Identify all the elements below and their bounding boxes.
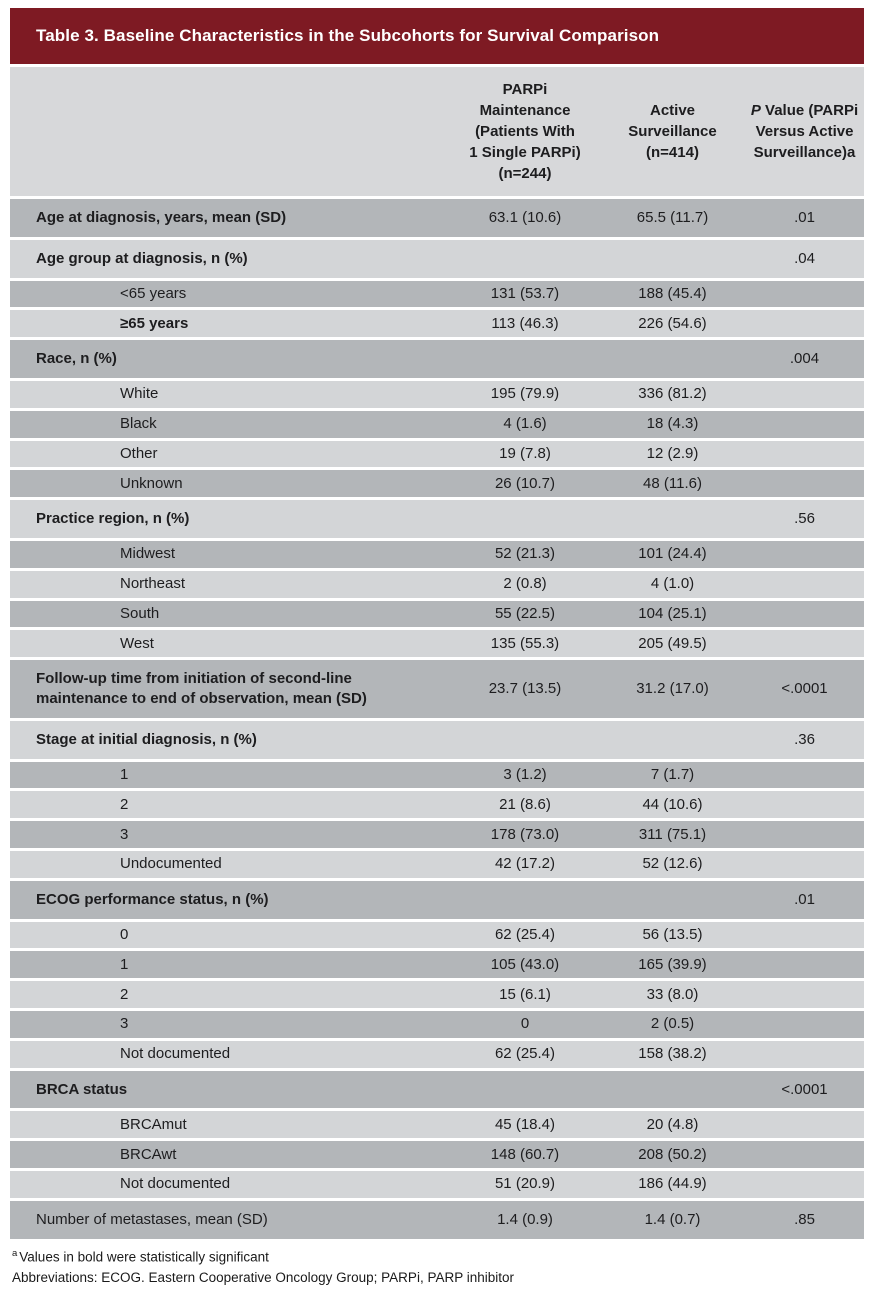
parpi-value: 178 (73.0) [490, 825, 560, 843]
p-value: .85 [794, 1210, 815, 1228]
parpi-value: 52 (21.3) [494, 545, 556, 563]
active-surveillance-value: 1.4 (0.7) [644, 1210, 701, 1228]
row-label: Race, n (%) [36, 350, 117, 368]
active-surveillance-value: 336 (81.2) [638, 385, 707, 403]
table-header-row [10, 67, 864, 196]
p-value: .04 [794, 249, 815, 267]
header-active-column [600, 100, 745, 163]
header-pvalue-label [748, 100, 862, 163]
footnote-marker: a [12, 1247, 18, 1259]
active-surveillance-value: 44 (10.6) [642, 795, 703, 813]
table-row [10, 601, 864, 628]
header-parpi-label: PARPi Maintenance (Patients With 1 Single PARPi) (n=244) [469, 81, 581, 182]
parpi-value: 4 (1.6) [503, 415, 547, 433]
active-surveillance-value: 18 (4.3) [646, 415, 699, 433]
table-row [10, 240, 864, 278]
pvalue-label-rest: Value (PARPi Versus Active Surveillance)a [753, 102, 859, 161]
row-label: BRCA status [36, 1080, 128, 1098]
table-row [10, 721, 864, 759]
row-label: Northeast [120, 575, 186, 593]
p-value: <.0001 [781, 680, 828, 698]
parpi-value: 26 (10.7) [494, 474, 556, 492]
parpi-value: 62 (25.4) [494, 926, 556, 944]
table-row [10, 310, 864, 337]
row-label: Other [120, 445, 158, 463]
active-surveillance-value: 12 (2.9) [646, 445, 699, 463]
parpi-value: 51 (20.9) [494, 1175, 556, 1193]
row-label: ECOG performance status, n (%) [36, 890, 269, 908]
parpi-value: 63.1 (10.6) [488, 209, 562, 226]
row-label: 3 [120, 825, 129, 843]
table-row [10, 411, 864, 438]
row-label: Midwest [120, 545, 176, 563]
parpi-value: 55 (22.5) [494, 605, 556, 623]
row-label: Follow-up time from initiation of second-line maintenance to end of observation, mean (SD) [36, 670, 367, 707]
row-label: Not documented [120, 1175, 231, 1193]
p-value: .01 [794, 890, 815, 908]
table-row [10, 1041, 864, 1068]
active-surveillance-value: 31.2 (17.0) [636, 680, 709, 698]
parpi-value: 42 (17.2) [494, 855, 556, 873]
table-row [10, 881, 864, 919]
parpi-value: 2 (0.8) [503, 575, 547, 593]
table-row [10, 821, 864, 848]
active-surveillance-value: 7 (1.7) [650, 766, 695, 784]
row-label: Not documented [120, 1045, 231, 1063]
row-label: Number of metastases, mean (SD) [36, 1210, 268, 1228]
row-label: Undocumented [120, 855, 222, 873]
table-row [10, 470, 864, 497]
header-active-label: Active Surveillance (n=414) [628, 102, 717, 161]
parpi-value: 195 (79.9) [490, 385, 560, 403]
parpi-value: 105 (43.0) [490, 955, 560, 973]
footnote-significance [12, 1247, 864, 1268]
table-row [10, 281, 864, 308]
active-surveillance-value: 205 (49.5) [638, 634, 707, 652]
p-value: .56 [794, 510, 815, 528]
table-row [10, 1171, 864, 1198]
table-row [10, 541, 864, 568]
row-label: ≥65 years [120, 314, 189, 332]
p-value: .004 [789, 350, 820, 368]
row-label: West [120, 634, 154, 652]
row-label: 2 [120, 795, 129, 813]
active-surveillance-value: 2 (0.5) [650, 1015, 695, 1033]
active-surveillance-value: 52 (12.6) [642, 855, 703, 873]
active-surveillance-value: 158 (38.2) [638, 1045, 707, 1063]
active-surveillance-value: 186 (44.9) [638, 1175, 707, 1193]
row-label: BRCAwt [120, 1145, 177, 1163]
table-row [10, 1201, 864, 1239]
table-row [10, 922, 864, 949]
active-surveillance-value: 101 (24.4) [638, 545, 707, 563]
parpi-value: 0 [520, 1015, 530, 1033]
active-surveillance-value: 208 (50.2) [638, 1145, 707, 1163]
table-row [10, 500, 864, 538]
row-label: 1 [120, 955, 129, 973]
header-parpi-column [450, 79, 600, 184]
table-row [10, 791, 864, 818]
table-footnotes [10, 1247, 864, 1289]
parpi-value: 113 (46.3) [491, 314, 559, 332]
row-label: Age at diagnosis, years, mean (SD) [36, 209, 287, 226]
row-label: South [120, 605, 160, 623]
row-label: White [120, 385, 159, 403]
footnote-significance-text: Values in bold were statistically significant [19, 1249, 269, 1264]
p-value: .36 [794, 730, 815, 748]
table-row [10, 571, 864, 598]
header-pvalue-column [745, 100, 864, 163]
parpi-value: 19 (7.8) [499, 445, 551, 463]
parpi-value: 135 (55.3) [490, 634, 560, 652]
parpi-value: 45 (18.4) [494, 1115, 556, 1133]
parpi-value: 3 (1.2) [503, 766, 547, 784]
parpi-value: 131 (53.7) [490, 285, 560, 303]
active-surveillance-value: 188 (45.4) [638, 285, 707, 303]
table-row [10, 381, 864, 408]
table-row [10, 441, 864, 468]
table-row [10, 1111, 864, 1138]
active-surveillance-value: 33 (8.0) [646, 985, 699, 1003]
footnote-abbreviations: Abbreviations: ECOG. Eastern Cooperative Oncology Group; PARPi, PARP inhibitor [12, 1269, 514, 1285]
table-body [10, 199, 864, 1239]
table-title: Table 3. Baseline Characteristics in the Subcohorts for Survival Comparison [36, 26, 660, 45]
parpi-value: 62 (25.4) [494, 1045, 556, 1063]
row-label: 1 [120, 766, 129, 784]
active-surveillance-value: 56 (13.5) [642, 926, 703, 944]
table-title-bar [10, 8, 864, 64]
parpi-value: 15 (6.1) [499, 985, 551, 1003]
row-label: Practice region, n (%) [36, 510, 190, 528]
table-row [10, 1071, 864, 1109]
table-row [10, 199, 864, 237]
parpi-value: 23.7 (13.5) [488, 680, 562, 698]
active-surveillance-value: 48 (11.6) [643, 474, 702, 492]
row-label: 2 [120, 985, 129, 1003]
active-surveillance-value: 104 (25.1) [638, 605, 707, 623]
row-label: BRCAmut [120, 1115, 187, 1133]
table-row [10, 981, 864, 1008]
active-surveillance-value: 165 (39.9) [638, 955, 707, 973]
parpi-value: 21 (8.6) [499, 795, 551, 813]
table-row [10, 340, 864, 378]
row-label: <65 years [120, 285, 187, 303]
active-surveillance-value: 226 (54.6) [638, 314, 707, 332]
table-row [10, 660, 864, 718]
row-label: Age group at diagnosis, n (%) [36, 249, 248, 267]
table-row [10, 851, 864, 878]
table-row [10, 630, 864, 657]
parpi-value: 148 (60.7) [490, 1145, 560, 1163]
row-label: Unknown [120, 474, 183, 492]
row-label: Stage at initial diagnosis, n (%) [36, 730, 257, 748]
row-label: 3 [120, 1015, 129, 1033]
parpi-value: 1.4 (0.9) [497, 1210, 553, 1228]
active-surveillance-value: 4 (1.0) [650, 575, 695, 593]
table-row [10, 762, 864, 789]
table-row [10, 1141, 864, 1168]
p-value: .01 [794, 209, 815, 226]
table-row [10, 1011, 864, 1038]
row-label: Black [120, 415, 157, 433]
active-surveillance-value: 20 (4.8) [646, 1115, 699, 1133]
active-surveillance-value: 311 (75.1) [638, 825, 707, 843]
table-row [10, 951, 864, 978]
row-label: 0 [120, 926, 129, 944]
p-value: <.0001 [781, 1080, 828, 1098]
active-surveillance-value: 65.5 (11.7) [636, 209, 709, 226]
pvalue-italic-p: P [750, 102, 761, 119]
